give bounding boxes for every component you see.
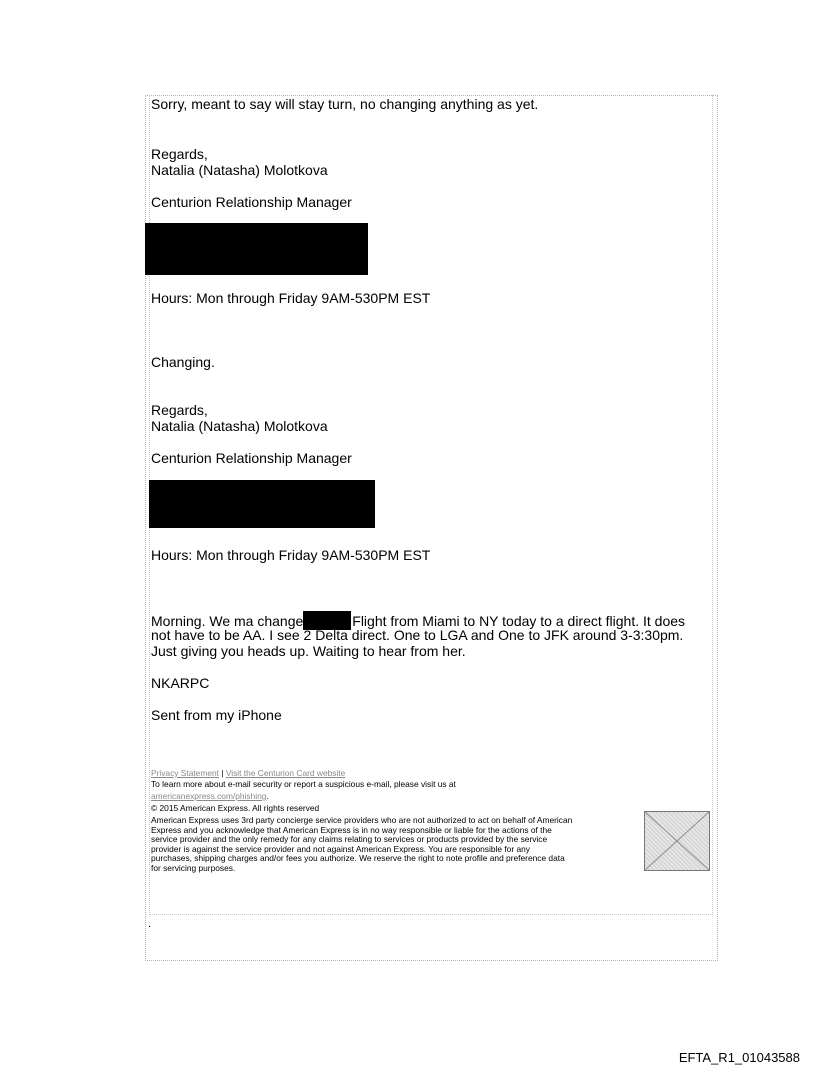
- message-body-line: not have to be AA. I see 2 Delta direct. One to LGA and One to JFK around 3-3:30pm.: [151, 627, 684, 643]
- signature-title: Centurion Relationship Manager: [151, 194, 352, 210]
- phishing-link[interactable]: americanexpress.com/phishing: [151, 791, 267, 801]
- message-body: Sorry, meant to say will stay turn, no changing anything as yet.: [151, 96, 539, 112]
- disclaimer-line: purchases, shipping charges and/or fees you authorize. We reserve the right to note profile and preference data: [151, 853, 565, 864]
- message-text: Flight from Miami to NY today to a direct flight. It does: [352, 613, 686, 629]
- signature-name: Natalia (Natasha) Molotkova: [151, 162, 328, 178]
- phishing-period: .: [266, 791, 269, 801]
- trailing-mark: .: [148, 918, 152, 930]
- signature-closing: Regards,: [151, 146, 208, 162]
- message-body-line: Just giving you heads up. Waiting to hear from her.: [151, 643, 466, 659]
- centurion-card-link[interactable]: Visit the Centurion Card website: [225, 768, 346, 778]
- redaction-block: [145, 223, 368, 275]
- broken-image-placeholder: [644, 811, 710, 871]
- signature-title: Centurion Relationship Manager: [151, 450, 352, 466]
- security-text: To learn more about e-mail security or report a suspicious e-mail, please visit us at: [151, 779, 456, 789]
- message-body: Changing.: [151, 354, 215, 370]
- sent-from-line: Sent from my iPhone: [151, 707, 282, 723]
- copyright: © 2015 American Express. All rights reserved: [151, 803, 320, 813]
- message-signoff: NKARPC: [151, 675, 210, 691]
- phishing-line: [151, 792, 269, 802]
- privacy-statement-link[interactable]: Privacy Statement: [151, 768, 219, 778]
- signature-hours: Hours: Mon through Friday 9AM-530PM EST: [151, 547, 431, 563]
- disclaimer-line: for servicing purposes.: [151, 862, 236, 873]
- footer-separator: |: [221, 768, 224, 778]
- signature-name: Natalia (Natasha) Molotkova: [151, 418, 328, 434]
- signature-hours: Hours: Mon through Friday 9AM-530PM EST: [151, 290, 431, 306]
- signature-closing: Regards,: [151, 402, 208, 418]
- disclaimer-line: Express and you acknowledge that American Express is in no way responsible or liable for the actions of the: [151, 824, 552, 835]
- document-id: EFTA_R1_01043588: [678, 1050, 800, 1065]
- disclaimer-line: provider is against the service provider and not against American Express. You are responsible for any: [151, 843, 530, 854]
- image-placeholder-icon: [645, 812, 709, 870]
- disclaimer: [151, 816, 646, 874]
- disclaimer-line: service provider and the only remedy for any claims relating to services or products provided by the service: [151, 834, 548, 845]
- message-text: Morning. We ma change: [151, 613, 304, 629]
- redaction-block: [149, 480, 375, 528]
- footer-links: [151, 769, 345, 779]
- disclaimer-line: American Express uses 3rd party concierge service providers who are not authorized to act on behalf of American: [151, 815, 573, 825]
